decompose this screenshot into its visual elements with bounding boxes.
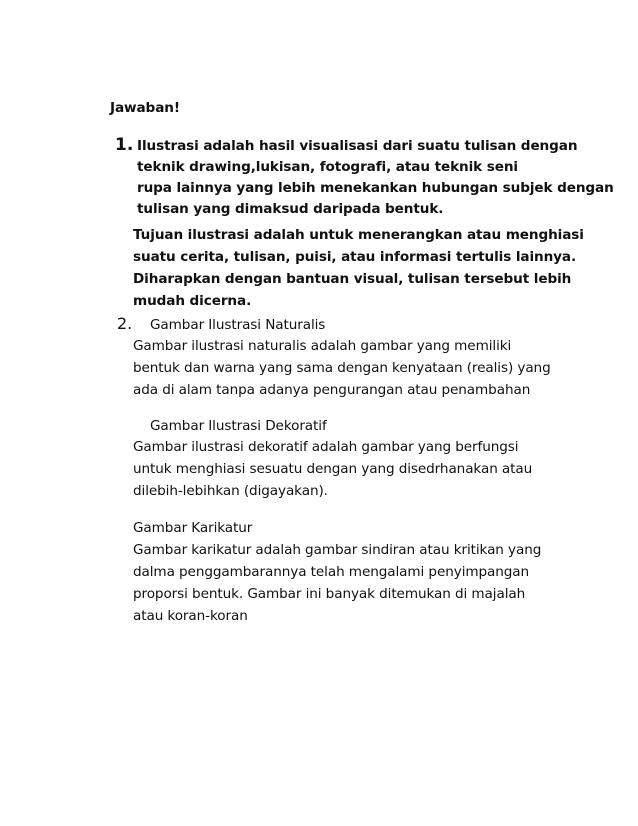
karikatur-line-3: proporsi bentuk. Gambar ini banyak ditemukan di majalah xyxy=(133,586,526,602)
naturalis-line-1: Gambar ilustrasi naturalis adalah gambar yang memiliki xyxy=(133,338,512,354)
purpose-line-2: suatu cerita, tulisan, puisi, atau informasi tertulis lainnya. xyxy=(133,249,577,265)
purpose-line-4: mudah dicerna. xyxy=(133,293,252,309)
purpose-line-3: Diharapkan dengan bantuan visual, tulisan tersebut lebih xyxy=(133,271,572,287)
item-1-line-1: Ilustrasi adalah hasil visualisasi dari suatu tulisan dengan xyxy=(137,138,578,154)
answer-heading: Jawaban! xyxy=(110,100,180,116)
karikatur-line-4: atau koran-koran xyxy=(133,608,248,624)
naturalis-line-3: ada di alam tanpa adanya pengurangan atau penambahan xyxy=(133,382,531,398)
item-2-number: 2. xyxy=(117,314,133,333)
dekoratif-line-3: dilebih-lebihkan (digayakan). xyxy=(133,483,328,499)
karikatur-line-1: Gambar karikatur adalah gambar sindiran atau kritikan yang xyxy=(133,542,542,558)
karikatur-line-2: dalma penggambarannya telah mengalami penyimpangan xyxy=(133,564,530,580)
dekoratif-line-2: untuk menghiasi sesuatu dengan yang disedrhanakan atau xyxy=(133,461,533,477)
naturalis-title: Gambar Ilustrasi Naturalis xyxy=(150,317,326,333)
dekoratif-title: Gambar Ilustrasi Dekoratif xyxy=(150,418,327,434)
dekoratif-line-1: Gambar ilustrasi dekoratif adalah gambar yang berfungsi xyxy=(133,439,519,455)
item-1-line-4: tulisan yang dimaksud daripada bentuk. xyxy=(137,201,444,217)
item-1-line-3: rupa lainnya yang lebih menekankan hubungan subjek dengan xyxy=(137,180,614,196)
item-1-number: 1. xyxy=(115,135,134,155)
item-1-line-2: teknik drawing,lukisan, fotografi, atau teknik seni xyxy=(137,159,518,175)
purpose-line-1: Tujuan ilustrasi adalah untuk menerangkan atau menghiasi xyxy=(133,227,584,243)
naturalis-line-2: bentuk dan warna yang sama dengan kenyataan (realis) yang xyxy=(133,360,551,376)
karikatur-title: Gambar Karikatur xyxy=(133,520,253,536)
